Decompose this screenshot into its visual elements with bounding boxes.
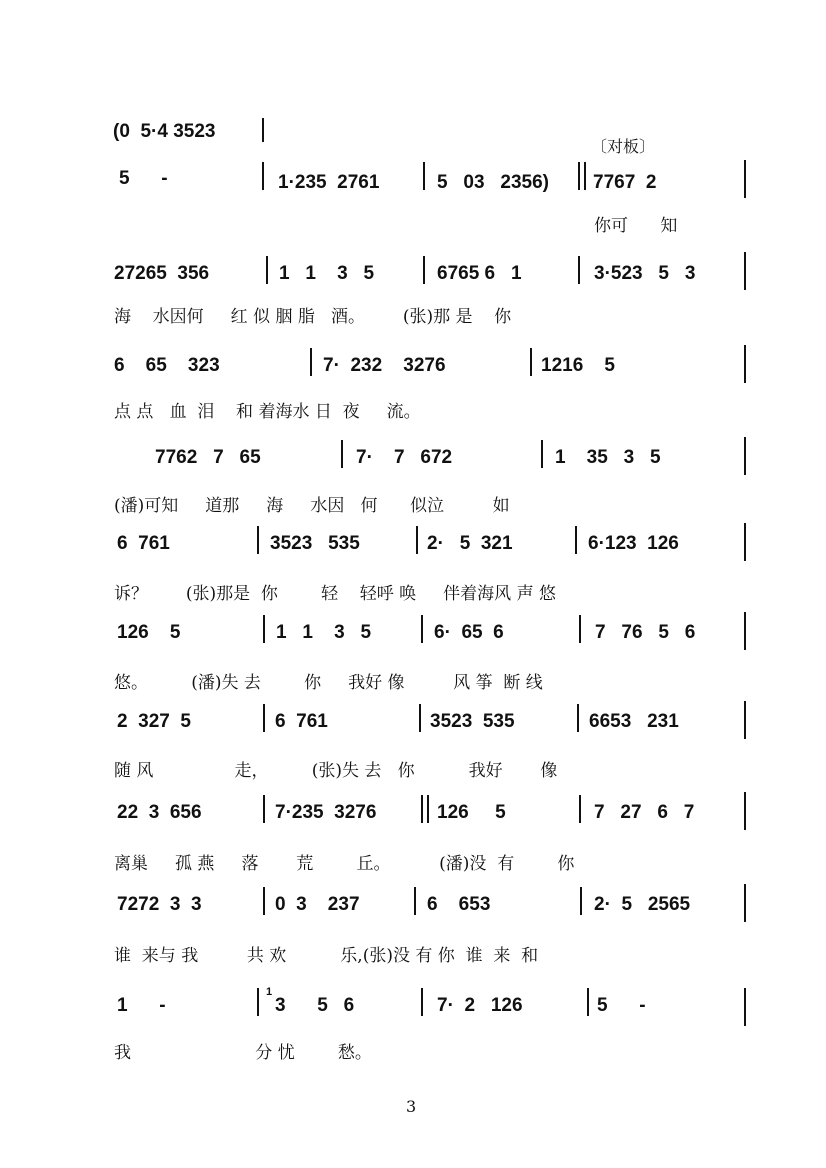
measure: 6 65 323 (114, 355, 220, 376)
barline (416, 526, 418, 554)
measure: 6 761 (117, 533, 170, 554)
measure: 3·523 5 3 (594, 263, 696, 284)
barline (580, 887, 582, 915)
barline (266, 256, 268, 284)
barline (541, 440, 543, 468)
barline (744, 437, 746, 475)
measure: 6·123 126 (588, 533, 679, 554)
measure: 2 327 5 (117, 711, 191, 732)
measure: 3523 535 (430, 711, 515, 732)
measure: 5 03 2356) (437, 172, 549, 193)
measure: 7272 3 3 (117, 894, 202, 915)
measure: 126 5 (437, 802, 506, 823)
barline (262, 118, 264, 142)
lyrics-line: 海 水因何 红 似 胭 脂 酒。 (张)那 是 你 (114, 307, 512, 327)
barline (744, 701, 746, 739)
barline (421, 615, 423, 643)
measure: 22 3 656 (117, 802, 202, 823)
barline (421, 795, 423, 823)
measure: 7767 2 (593, 172, 657, 193)
measure: 2· 5 321 (427, 533, 513, 554)
barline (263, 887, 265, 915)
measure: 6 653 (427, 894, 491, 915)
lyrics-line: 悠。 (潘)失 去 你 我好 像 风 筝 断 线 (114, 673, 543, 693)
measure: 6 761 (275, 711, 328, 732)
barline (263, 795, 265, 823)
measure: 5 - (597, 995, 646, 1016)
barline (587, 988, 589, 1016)
lyrics-line: 离巢 孤 燕 落 荒 丘。 (潘)没 有 你 (114, 854, 575, 874)
measure: 1·235 2761 (278, 172, 380, 193)
barline (744, 252, 746, 290)
measure: 7· 232 3276 (323, 355, 446, 376)
barline (744, 884, 746, 922)
tempo-marking: 〔对板〕 (591, 137, 656, 156)
barline (577, 704, 579, 732)
barline (578, 162, 580, 190)
measure: 1 35 3 5 (555, 447, 661, 468)
lyrics-line: 点 点 血 泪 和 着海水 日 夜 流。 (114, 402, 421, 422)
measure: 7· 2 126 (437, 995, 523, 1016)
measure: 2· 5 2565 (594, 894, 691, 915)
intro-phrase: (0 5·4 3523 (113, 121, 216, 142)
measure: 6765 6 1 (437, 263, 522, 284)
measure: 1216 5 (541, 355, 615, 376)
measure: 7·235 3276 (275, 802, 377, 823)
barline (579, 795, 581, 823)
lyrics-line: 随 风 走， (张)失 去 你 我好 像 (114, 761, 558, 781)
barline (578, 256, 580, 284)
measure: 3523 535 (270, 533, 360, 554)
barline (584, 162, 586, 190)
barline (744, 612, 746, 650)
barline (579, 615, 581, 643)
lyrics-line: 谁 来与 我 共 欢 乐,(张)没 有 你 谁 来 和 (114, 946, 539, 966)
barline (263, 704, 265, 732)
grace-note: 1 (266, 986, 273, 998)
measure: 7· 7 672 (356, 447, 453, 468)
barline (423, 256, 425, 284)
lyrics-line: 诉？ (张)那是 你 轻 轻呼 唤 伴着海风 声 悠 (114, 584, 556, 604)
barline (744, 792, 746, 830)
barline (310, 348, 312, 376)
barline (744, 988, 746, 1026)
barline (744, 345, 746, 383)
measure: 6653 231 (589, 711, 679, 732)
barline (341, 440, 343, 468)
lyrics-line: 你可 知 (594, 216, 678, 236)
measure: 126 5 (117, 622, 181, 643)
measure: 6· 65 6 (434, 622, 504, 643)
measure: 1 1 3 5 (279, 263, 375, 284)
measure: 1 - (117, 995, 166, 1016)
measure: 0 3 237 (275, 894, 360, 915)
barline (257, 526, 259, 554)
measure: 3 5 6 (275, 995, 355, 1016)
measure: 27265 356 (114, 263, 210, 284)
barline (421, 988, 423, 1016)
lyrics-line: (潘)可知 道那 海 水因 何 似泣 如 (114, 496, 510, 516)
measure: 1 1 3 5 (276, 622, 372, 643)
barline (423, 162, 425, 190)
measure: 7 27 6 7 (594, 802, 695, 823)
barline (744, 160, 746, 198)
barline (414, 887, 416, 915)
measure: 5 - (119, 168, 168, 189)
barline (744, 523, 746, 561)
barline (530, 348, 532, 376)
barline (575, 526, 577, 554)
page-number: 3 (406, 1097, 417, 1116)
barline (427, 795, 429, 823)
barline (419, 704, 421, 732)
barline (263, 615, 265, 643)
measure: 7 76 5 6 (595, 622, 696, 643)
lyrics-line: 我 分 忧 愁。 (114, 1043, 372, 1063)
barline (257, 988, 259, 1016)
measure: 7762 7 65 (155, 447, 261, 468)
barline (262, 162, 264, 190)
